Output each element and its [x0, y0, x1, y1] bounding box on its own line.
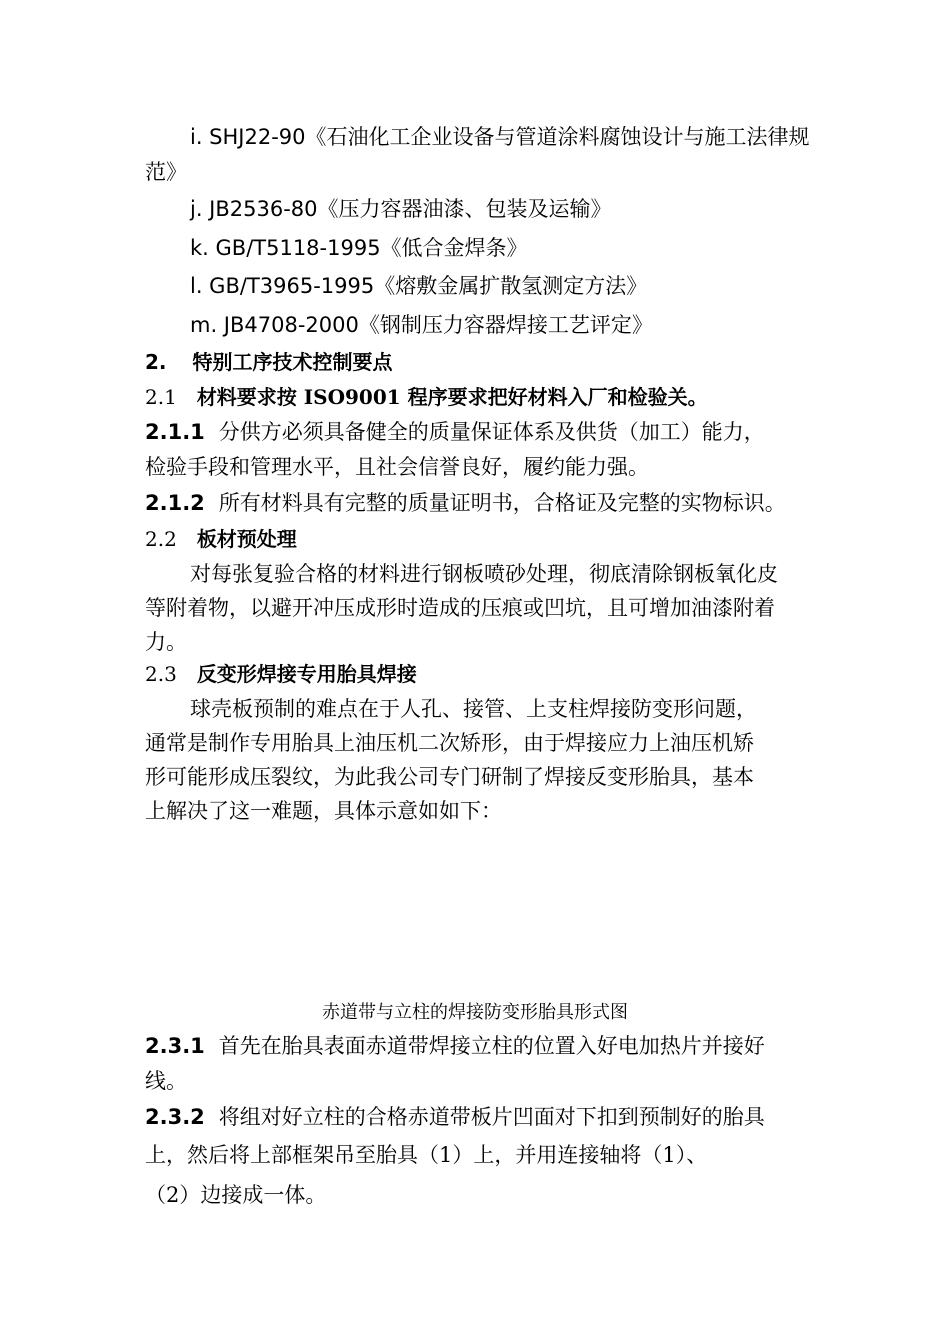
item-2-3-2-line-3: （2）边接成一体。 — [145, 1183, 327, 1207]
reference-title: 《压力容器油漆、包装及运输》 — [317, 197, 612, 221]
paragraph-2-3-line-2: 通常是制作专用胎具上油压机二次矫形，由于焊接应力上油压机矫 — [145, 731, 754, 755]
reference-item-m — [190, 310, 653, 340]
reference-title: 《石油化工企业设备与管道涂料腐蚀设计与施工法律规 — [305, 125, 810, 149]
reference-item-l — [190, 271, 647, 301]
section-title: 板材预处理 — [196, 527, 297, 551]
figure-placeholder — [145, 830, 815, 995]
section-2-1-heading — [145, 382, 708, 412]
item-2-3-2-line-2: 上，然后将上部框架吊至胎具（1）上，并用连接轴将（1）、 — [145, 1143, 708, 1167]
item-text: 分供方必须具备健全的质量保证体系及供货（加工）能力， — [218, 420, 765, 444]
section-2-3-heading — [145, 659, 417, 689]
section-number: 2.3 — [145, 662, 177, 686]
paragraph-2-3-line-1: 球壳板预制的难点在于人孔、接管、上支柱焊接防变形问题， — [190, 697, 757, 721]
section-number: 2.2 — [145, 527, 177, 551]
paragraph-2-3-line-4: 上解决了这一难题，具体示意如如下： — [145, 799, 502, 823]
reference-code: l. GB/T3965-1995 — [190, 274, 375, 298]
paragraph-2-2-line-3: 力。 — [145, 630, 187, 654]
section-title: 特别工序技术控制要点 — [192, 350, 393, 374]
reference-code: i. SHJ22-90 — [190, 125, 306, 149]
item-number: 2.3.2 — [145, 1105, 205, 1129]
item-2-3-1 — [145, 1031, 765, 1061]
section-2-2-heading — [145, 524, 297, 554]
section-title: 反变形焊接专用胎具焊接 — [196, 662, 417, 686]
reference-item-i-continued: 范》 — [145, 160, 187, 184]
reference-title: 《钢制压力容器焊接工艺评定》 — [358, 313, 653, 337]
reference-title: 《低合金焊条》 — [380, 236, 528, 260]
item-number: 2.3.1 — [145, 1034, 205, 1058]
figure-caption: 赤道带与立柱的焊接防变形胎具形式图 — [322, 1002, 628, 1023]
paragraph-2-2-line-1: 对每张复验合格的材料进行钢板喷砂处理，彻底清除钢板氧化皮 — [190, 562, 778, 586]
reference-item-j — [190, 194, 612, 224]
section-number: 2.1 — [145, 385, 177, 409]
paragraph-2-2-line-2: 等附着物，以避开冲压成形时造成的压痕或凹坑，且可增加油漆附着 — [145, 596, 775, 620]
item-text: 将组对好立柱的合格赤道带板片凹面对下扣到预制好的胎具 — [218, 1105, 765, 1129]
reference-item-k — [190, 233, 528, 263]
section-2-heading — [145, 347, 393, 377]
item-number: 2.1.2 — [145, 491, 205, 515]
item-2-1-2 — [145, 488, 786, 518]
item-text: 首先在胎具表面赤道带焊接立柱的位置入好电加热片并接好 — [218, 1034, 765, 1058]
item-2-3-2 — [145, 1102, 765, 1132]
item-2-1-1 — [145, 417, 765, 447]
item-text: 所有材料具有完整的质量证明书，合格证及完整的实物标识。 — [218, 491, 786, 515]
section-title: 材料要求按 ISO9001 程序要求把好材料入厂和检验关。 — [196, 385, 708, 409]
item-2-1-1-continued: 检验手段和管理水平，且社会信誉良好，履约能力强。 — [145, 455, 649, 479]
reference-code: j. JB2536-80 — [190, 197, 318, 221]
section-number: 2. — [145, 350, 167, 374]
item-2-3-1-continued: 线。 — [145, 1069, 187, 1093]
item-number: 2.1.1 — [145, 420, 205, 444]
reference-code: m. JB4708-2000 — [190, 313, 359, 337]
reference-item-i — [190, 122, 810, 152]
reference-code: k. GB/T5118-1995 — [190, 236, 381, 260]
reference-title: 《熔敷金属扩散氢测定方法》 — [374, 274, 648, 298]
paragraph-2-3-line-3: 形可能形成压裂纹，为此我公司专门研制了焊接反变形胎具，基本 — [145, 765, 754, 789]
